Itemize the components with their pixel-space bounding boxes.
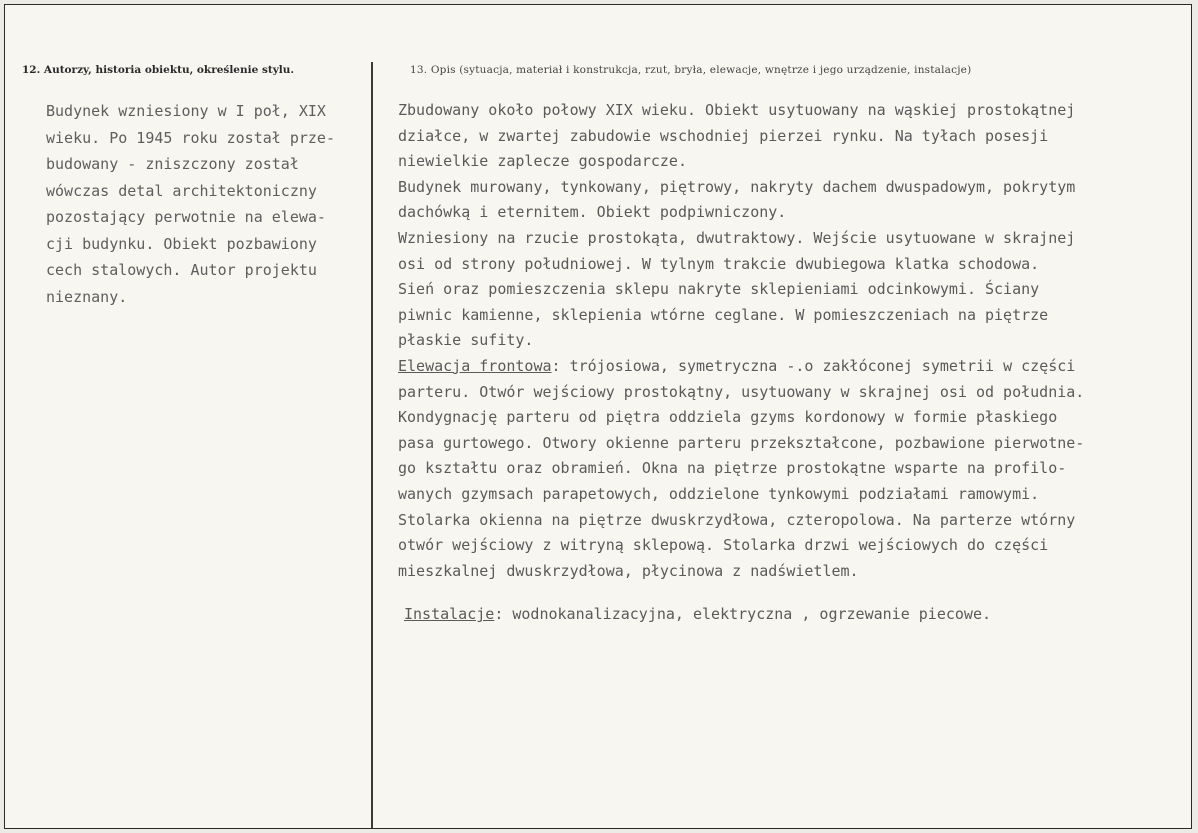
- authors-history-text: [46, 98, 366, 310]
- text-line: Stolarka okienna na piętrze dwuskrzydłowa, czteropolowa. Na parterze wtórny: [398, 510, 1076, 529]
- text-line: Wzniesiony na rzucie prostokąta, dwutraktowy. Wejście usytuowane w skrajnej: [398, 228, 1076, 247]
- text-line: piwnic kamienne, sklepienia wtórne ceglane. W pomieszczeniach na piętrze: [398, 305, 1049, 324]
- section-12-header: 12. Autorzy, historia obiektu, określenie stylu.: [22, 64, 295, 76]
- text-line: parteru. Otwór wejściowy prostokątny, usytuowany w skrajnej osi od południa.: [398, 382, 1085, 401]
- elevation-heading-line: [398, 354, 1178, 380]
- text-line: Kondygnację parteru od piętra oddziela gzyms kordonowy w formie płaskiego: [398, 408, 1058, 427]
- text-line: działce, w zwartej zabudowie wschodniej pierzei rynku. Na tyłach posesji: [398, 126, 1049, 145]
- text-line: Budynek wzniesiony w I poł, XIX: [46, 102, 326, 120]
- installations-line: [398, 602, 1178, 628]
- text-line: niewielkie zaplecze gospodarcze.: [398, 152, 687, 171]
- text-line: Sień oraz pomieszczenia sklepu nakryte sklepieniami odcinkowymi. Ściany: [398, 280, 1040, 299]
- text-line: pasa gurtowego. Otwory okienne parteru przekształcone, pozbawione pierwotne-: [398, 433, 1085, 452]
- text-line: wówczas detal architektoniczny: [46, 181, 317, 200]
- text-line: wieku. Po 1945 roku został prze-: [46, 128, 335, 147]
- elevation-label: Elewacja frontowa: [398, 356, 552, 375]
- text-line: pozostający perwotnie na elewa-: [46, 208, 326, 226]
- text-line: Budynek murowany, tynkowany, piętrowy, nakryty dachem dwuspadowym, pokrytym: [398, 177, 1076, 196]
- column-divider: [371, 62, 373, 828]
- text-line: mieszkalnej dwuskrzydłowa, płycinowa z nadświetlem.: [398, 561, 859, 580]
- installations-text: : wodnokanalizacyjna, elektryczna , ogrzewanie piecowe.: [494, 605, 992, 624]
- text-line: wanych gzymsach parapetowych, oddzielone tynkowymi podziałami ramowymi.: [398, 484, 1040, 503]
- text-line: go kształtu oraz obramień. Okna na piętrze prostokątne wsparte na profilo-: [398, 459, 1067, 478]
- paragraph-gap: [398, 584, 1178, 602]
- installations-label: Instalacje: [404, 605, 495, 624]
- elevation-text: : trójosiowa, symetryczna -.o zakłóconej symetrii w części: [551, 356, 1076, 375]
- text-line: cech stalowych. Autor projektu: [46, 261, 317, 279]
- text-line: nieznany.: [46, 287, 128, 306]
- text-line: cji budynku. Obiekt pozbawiony: [46, 234, 317, 253]
- text-line: dachówką i eternitem. Obiekt podpiwniczony.: [398, 203, 787, 222]
- text-line: osi od strony południowej. W tylnym trakcie dwubiegowa klatka schodowa.: [398, 254, 1040, 273]
- description-text: [398, 98, 1178, 628]
- text-line: płaskie sufity.: [398, 331, 534, 350]
- text-line: budowany - zniszczony został: [46, 155, 299, 173]
- text-line: Zbudowany około połowy XIX wieku. Obiekt usytuowany na wąskiej prostokątnej: [398, 101, 1076, 119]
- section-13-header: 13. Opis (sytuacja, materiał i konstrukcja, rzut, bryła, elewacje, wnętrze i jego urządzenie, instalacje): [410, 64, 972, 76]
- text-line: otwór wejściowy z witryną sklepową. Stolarka drzwi wejściowych do części: [398, 536, 1049, 555]
